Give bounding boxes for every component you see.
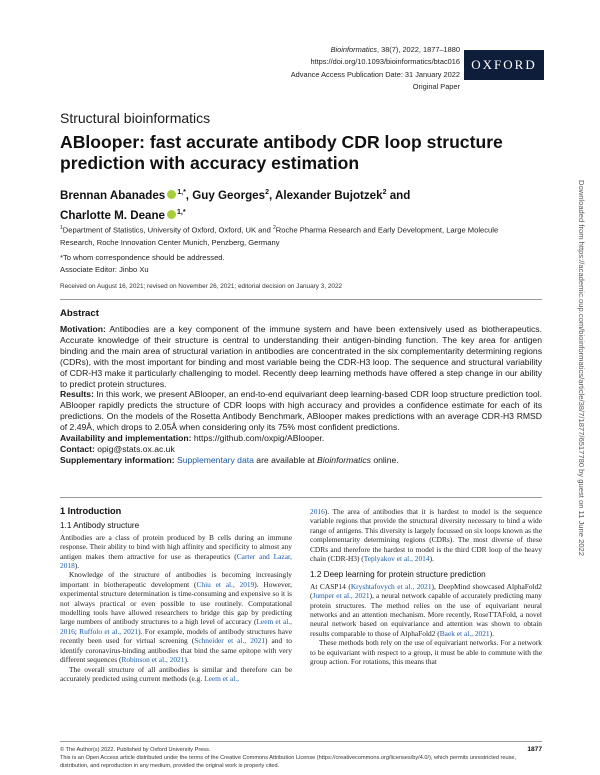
abstract-results: [60, 389, 542, 433]
paragraph: [310, 507, 542, 563]
supp-mid: are available at: [253, 454, 317, 465]
availability-link[interactable]: https://github.com/oxpig/ABlooper.: [193, 433, 325, 444]
author-name[interactable]: Charlotte M. Deane: [60, 208, 166, 222]
page-number: 1877: [527, 746, 542, 753]
citation-link[interactable]: Schneider et al., 2021: [194, 636, 266, 646]
supp-journal: Bioinformatics: [316, 454, 371, 465]
paragraph: [310, 638, 542, 666]
citation-link[interactable]: Leem et al.,: [204, 673, 239, 683]
abstract-availability: [60, 433, 542, 444]
paragraph-text: ). The area of antibodies that it is hardest to model is the sequence variable regions that provide the structural diversity necessary to bind a wide range of antigens. This diversity is largely focussed on six loops known as the complementarity determining regions (CDRs). The most diverse of these CDRs and therefore the hardest to model is the third CDR loop of the heavy chain (CDR-H3) (: [310, 507, 542, 564]
journal-citation-tail: , 38(7), 2022, 1877–1880: [376, 45, 460, 54]
citation-link[interactable]: Chiu et al., 2019: [196, 579, 255, 589]
divider: [60, 299, 542, 300]
author-and: and: [389, 188, 411, 202]
paragraph: [60, 665, 292, 684]
article-type: Original Paper: [412, 82, 460, 92]
affil-sup: 2: [272, 225, 276, 231]
paragraph: [310, 582, 542, 638]
body-column-right: [310, 507, 542, 667]
contact-email[interactable]: opig@stats.ox.ac.uk: [97, 443, 175, 454]
citation-link[interactable]: Robinson et al., 2021: [121, 655, 185, 665]
paragraph-text: Knowledge of the structure of antibodies is becoming increasingly important in biotherapeutic development (: [60, 570, 292, 589]
results-text: In this work, we present ABlooper, an end-to-end equivariant deep learning-based CDR loop structure prediction tool. ABlooper rapidly predicts the structure of CDR loops with high accuracy and provides a confidence estimate for each of its predictions. On the models of the Rosetta Antibody Benchmark, ABlooper makes predictions with an average CDR-H3 RMSD of 2.49Å, which drops to 2.05Å when considering only its 75% most confident predictions.: [60, 389, 542, 433]
paragraph-text: ) and to identify coronavirus-binding antibodies that bind the same epitope with very different sequences (: [60, 636, 292, 665]
paragraph-text: ).: [429, 554, 434, 564]
section-label: Structural bioinformatics: [60, 110, 211, 126]
paragraph-text: ), DeepMind showcased AlphaFold2 (: [310, 581, 542, 601]
body-column-left: [60, 507, 292, 683]
paragraph-text: Antibodies are a class of protein produced by B cells during an immune response. Their ability to bind with high affinity and specificity to almost any antigen makes them attractive for use as therapeutics (: [60, 532, 292, 561]
availability-label: Availability and implementation:: [60, 433, 192, 444]
paragraph-text: ). However, experimental structure determination is time-consuming and expensive so it is not always practical or even possible to use routinely. Computational modelling tools have allowed researchers to bridge this gap by predicting large numbers of antibody structures to a high level of accuracy (: [60, 579, 293, 627]
paragraph-text: ). For example, models of antibody structures have recently been used for virtual screening (: [60, 626, 292, 646]
orcid-icon[interactable]: [167, 210, 176, 219]
author-sup: 2: [265, 189, 269, 196]
heading-antibody-structure: 1.1 Antibody structure: [60, 521, 140, 531]
paragraph-text: ), a neural network capable of accurately predicting many protein structures. The method relies on the use of equivariant neural networks and an attention mechanism. More recently, RoseTTAFold, a novel neural network based on equivariance and attention was shown to obtain results comparable to those of AlphaFold2 (: [310, 591, 542, 638]
paragraph-text: ).: [184, 655, 189, 665]
motivation-label: Motivation:: [60, 324, 106, 334]
abstract-supplementary: [60, 455, 542, 466]
access-date: Advance Access Publication Date: 31 January 2022: [290, 69, 460, 79]
citation-link[interactable]: Baek et al., 2021: [439, 628, 490, 638]
author-sup: 1,*: [177, 208, 186, 216]
author-sup: 1,*: [177, 189, 186, 196]
citation-link[interactable]: 2016: [310, 507, 325, 516]
citation-link[interactable]: Ruffolo et al., 2021: [79, 626, 139, 636]
author-sup: 2: [382, 189, 387, 196]
doi-link[interactable]: https://doi.org/10.1093/bioinformatics/btac016: [310, 57, 460, 67]
citation-link[interactable]: Carter and Lazar, 2018: [60, 551, 292, 571]
received-dates: Received on August 16, 2021; revised on November 26, 2021; editorial decision on January 3, 2022: [60, 283, 343, 290]
motivation-text: Antibodies are a key component of the immune system and have been extensively used as biotherapeutics. Accurate knowledge of their structure is central to understanding their antigen-binding function. The key area for antigen binding and the main area of structural variation in antibodies are concentrated in the six complementarity determining regions (CDRs), with the most important for binding and most variable being the CDR-H3 loop. The sequence and structural variability of CDR-H3 make it particularly challenging to model. Recently deep learning methods have offered a step change in our ability to predict protein structures.: [60, 324, 542, 389]
heading-introduction: 1 Introduction: [60, 506, 122, 516]
license-text: This is an Open Access article distributed under the terms of the Creative Commons Attribution License (https://creativecommons.org/licenses/by/4.0/), which permits unrestricted reuse, distribution, and reproduction in any medium, provided the original work is properly cited.: [60, 755, 517, 769]
copyright-line: © The Author(s) 2022. Published by Oxford University Press.: [60, 747, 211, 753]
journal-header-meta: [291, 44, 460, 94]
download-watermark: [572, 180, 588, 740]
supp-end: online.: [370, 454, 399, 465]
affiliations: [60, 222, 530, 249]
author-list: Brennan Abanades $^{1,*}$, Guy Georges$^2$, Alexander Bujotzek$^2$ and Charlotte M. Deane $^{1,*}$: [60, 188, 411, 222]
contact-label: Contact:: [60, 443, 95, 454]
heading-deep-learning: 1.2 Deep learning for protein structure prediction: [310, 570, 486, 580]
paragraph-text: ;: [74, 626, 80, 636]
author-name[interactable]: Brennan Abanades: [60, 188, 166, 202]
citation-link[interactable]: Jumper et al., 2021: [312, 591, 370, 601]
supplementary-link[interactable]: Supplementary data: [176, 454, 254, 465]
results-label: Results:: [60, 389, 94, 400]
paragraph: [60, 570, 292, 664]
citation-link[interactable]: Teplyakov et al., 2014: [363, 554, 430, 564]
correspondence-block: [60, 252, 225, 275]
citation-link[interactable]: Leem et al., 2016: [60, 617, 292, 636]
paragraph-text: At CASP14 (: [310, 581, 351, 591]
journal-citation: [291, 44, 460, 56]
divider: [60, 741, 542, 742]
abstract-heading: Abstract: [60, 308, 99, 319]
article-title: ABlooper: fast accurate antibody CDR loop structure prediction with accuracy estimation: [60, 132, 503, 173]
author-name[interactable]: Guy Georges: [192, 188, 266, 202]
abstract-body: [60, 324, 542, 466]
divider: [60, 497, 542, 498]
journal-name: Bioinformatics: [330, 45, 377, 54]
download-watermark-text: Downloaded from https://academic.oup.com/bioinformatics/article/38/7/1877/6517780 by guest on 11 June 2022: [577, 180, 586, 556]
affil-sup: 1: [60, 225, 63, 231]
paragraph-text: The overall structure of all antibodies is similar and therefore can be accurately predicted using current methods (e.g.: [60, 664, 292, 683]
supp-label: Supplementary information:: [60, 454, 175, 465]
abstract-motivation: [60, 324, 542, 389]
citation-link[interactable]: Kryshtafovych et al., 2021: [350, 581, 432, 591]
associate-editor: Associate Editor: Jinbo Xu: [60, 264, 149, 274]
paragraph-text: ).: [489, 628, 494, 638]
orcid-icon[interactable]: [167, 190, 176, 199]
paragraph-text: These methods both rely on the use of equivariant networks. For a network to be equivariant with respect to a group, it must be able to commute with the group action. For rotations, this means that: [310, 638, 542, 667]
affil-text: Department of Statistics, University of Oxford, Oxford, UK and: [62, 225, 273, 235]
page-footer: [60, 746, 542, 770]
author-name[interactable]: Alexander Bujotzek: [274, 188, 383, 202]
paragraph: [60, 533, 292, 571]
abstract-contact: [60, 444, 542, 455]
paragraph-text: ).: [74, 561, 80, 571]
oxford-logo: OXFORD: [464, 50, 544, 80]
correspondence-note: *To whom correspondence should be addressed.: [60, 253, 225, 262]
affil-text: Roche Pharma Research and Early Development, Large Molecule Research, Roche Innovation Center Munich, Penzberg, Germany: [60, 225, 499, 247]
